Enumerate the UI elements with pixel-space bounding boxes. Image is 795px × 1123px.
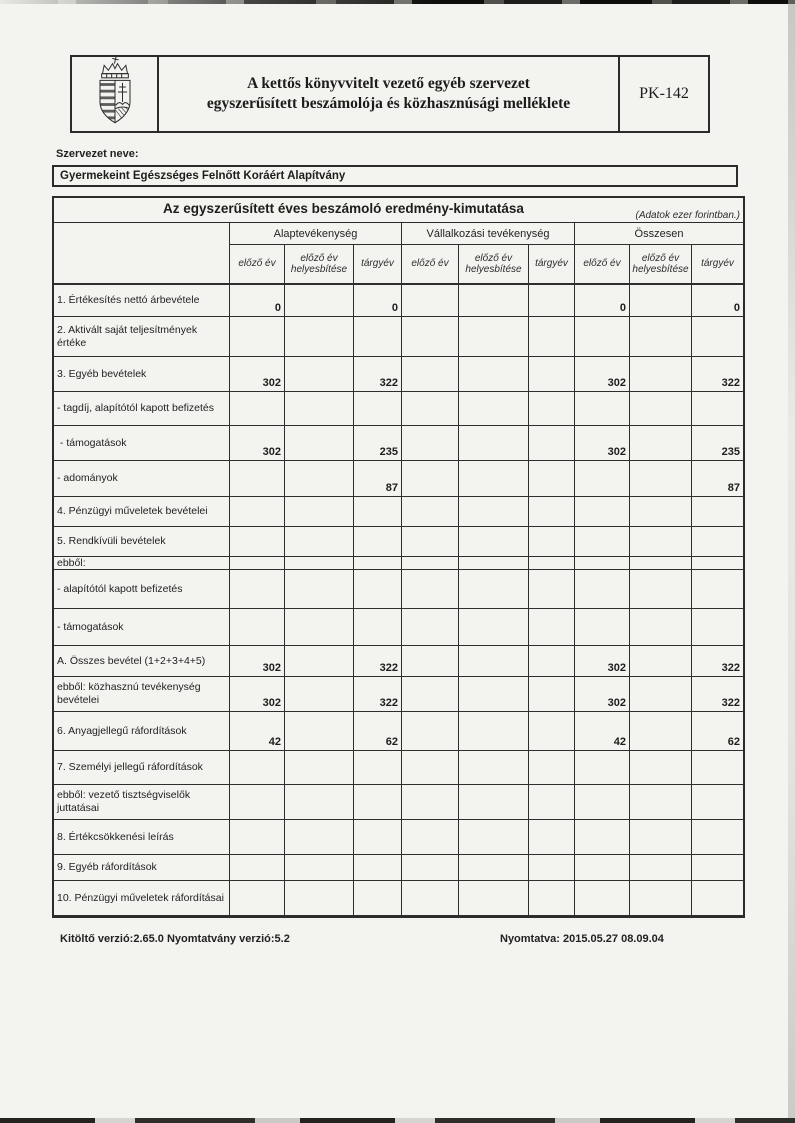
- table-value-cell: [285, 751, 354, 785]
- table-value-cell: [575, 751, 630, 785]
- table-value-cell: 322: [354, 357, 402, 392]
- table-value-cell: [575, 570, 630, 609]
- table-value-cell: [529, 497, 575, 527]
- scan-artifact-right-edge: [788, 0, 795, 1123]
- table-value-cell: [459, 677, 529, 712]
- table-value-cell: [630, 357, 692, 392]
- table-value-cell: [630, 751, 692, 785]
- table-value-cell: [575, 557, 630, 570]
- table-value-cell: [402, 820, 459, 855]
- table-value-cell: [529, 609, 575, 646]
- table-value-cell: [692, 820, 743, 855]
- unit-note: (Adatok ezer forintban.): [635, 210, 740, 221]
- subcol-current-year: tárgyév: [692, 245, 743, 285]
- table-value-cell: [575, 785, 630, 820]
- table-value-cell: [230, 855, 285, 881]
- table-value-cell: [285, 426, 354, 461]
- table-value-cell: 322: [692, 646, 743, 677]
- table-value-cell: [575, 317, 630, 357]
- table-value-cell: [285, 570, 354, 609]
- table-value-cell: [529, 285, 575, 317]
- table-value-cell: [630, 317, 692, 357]
- table-value-cell: [230, 820, 285, 855]
- table-row-label: - támogatások: [54, 426, 230, 461]
- table-value-cell: [285, 557, 354, 570]
- table-value-cell: [285, 677, 354, 712]
- table-value-cell: [630, 497, 692, 527]
- table-value-cell: [402, 712, 459, 751]
- table-value-cell: [575, 497, 630, 527]
- column-group-business-activity: Vállalkozási tevékenység: [402, 223, 575, 245]
- table-value-cell: [459, 712, 529, 751]
- table-value-cell: [459, 785, 529, 820]
- table-value-cell: [692, 881, 743, 916]
- table-value-cell: [692, 527, 743, 557]
- table-value-cell: 302: [575, 357, 630, 392]
- table-value-cell: [692, 785, 743, 820]
- table-value-cell: [285, 609, 354, 646]
- table-value-cell: 42: [575, 712, 630, 751]
- subcol-previous-year: előző év: [230, 245, 285, 285]
- table-value-cell: [459, 285, 529, 317]
- table-value-cell: [402, 392, 459, 426]
- table-value-cell: [285, 785, 354, 820]
- table-title-row: [54, 198, 743, 223]
- table-value-cell: [529, 426, 575, 461]
- table-row-label: - támogatások: [54, 609, 230, 646]
- table-value-cell: [459, 881, 529, 916]
- table-value-cell: [529, 557, 575, 570]
- table-value-cell: [630, 609, 692, 646]
- table-value-cell: [230, 392, 285, 426]
- table-value-cell: [459, 497, 529, 527]
- table-value-cell: [575, 881, 630, 916]
- table-value-cell: [630, 527, 692, 557]
- subcol-previous-year-correction: előző év helyesbítése: [459, 245, 529, 285]
- table-value-cell: [459, 557, 529, 570]
- table-row-label: ebből:: [54, 557, 230, 570]
- result-statement-table: [52, 196, 745, 918]
- table-value-cell: [459, 609, 529, 646]
- table-value-cell: 235: [692, 426, 743, 461]
- table-value-cell: [402, 570, 459, 609]
- table-value-cell: [529, 357, 575, 392]
- table-value-cell: [402, 497, 459, 527]
- table-value-cell: [354, 570, 402, 609]
- table-value-cell: 62: [354, 712, 402, 751]
- table-value-cell: 302: [230, 677, 285, 712]
- table-value-cell: [630, 881, 692, 916]
- footer-version-info: Kitöltő verzió:2.65.0 Nyomtatvány verzió:5.2: [60, 933, 290, 945]
- table-value-cell: [230, 609, 285, 646]
- table-row-label: 2. Aktivált saját teljesítmények értéke: [54, 317, 230, 357]
- table-value-cell: [630, 570, 692, 609]
- subcol-previous-year-correction: előző év helyesbítése: [285, 245, 354, 285]
- table-value-cell: 0: [575, 285, 630, 317]
- table-value-cell: [630, 557, 692, 570]
- table-value-cell: [402, 677, 459, 712]
- table-value-cell: [354, 557, 402, 570]
- table-value-cell: 0: [230, 285, 285, 317]
- table-row-label: 1. Értékesítés nettó árbevétele: [54, 285, 230, 317]
- org-name-label: Szervezet neve:: [56, 148, 139, 160]
- table-value-cell: [230, 557, 285, 570]
- subcol-previous-year: előző év: [402, 245, 459, 285]
- table-value-cell: [692, 855, 743, 881]
- table-value-cell: [529, 527, 575, 557]
- table-row-label: 6. Anyagjellegű ráfordítások: [54, 712, 230, 751]
- table-value-cell: [285, 285, 354, 317]
- table-value-cell: [692, 557, 743, 570]
- table-value-cell: [354, 785, 402, 820]
- table-value-cell: [692, 497, 743, 527]
- table-value-cell: [230, 881, 285, 916]
- coat-of-arms-cell: [72, 57, 159, 131]
- table-value-cell: [402, 881, 459, 916]
- table-row-label: ebből: közhasznú tevékenység bevételei: [54, 677, 230, 712]
- table-value-cell: [285, 392, 354, 426]
- table-value-cell: [285, 820, 354, 855]
- table-value-cell: [402, 751, 459, 785]
- table-title: Az egyszerűsített éves beszámoló eredmény-kimutatása: [163, 201, 524, 216]
- table-value-cell: [630, 712, 692, 751]
- table-row-label: 4. Pénzügyi műveletek bevételei: [54, 497, 230, 527]
- form-header: [70, 55, 710, 133]
- table-value-cell: [285, 712, 354, 751]
- table-value-cell: 235: [354, 426, 402, 461]
- table-value-cell: [630, 426, 692, 461]
- org-name-field: [52, 165, 738, 187]
- table-value-cell: [402, 357, 459, 392]
- table-value-cell: [285, 855, 354, 881]
- table-value-cell: [230, 570, 285, 609]
- table-value-cell: 302: [575, 677, 630, 712]
- table-value-cell: [285, 527, 354, 557]
- table-value-cell: 302: [575, 646, 630, 677]
- table-value-cell: [285, 497, 354, 527]
- table-value-cell: [529, 392, 575, 426]
- table-value-cell: [459, 317, 529, 357]
- subcol-previous-year: előző év: [575, 245, 630, 285]
- table-row-label: 9. Egyéb ráfordítások: [54, 855, 230, 881]
- table-value-cell: 322: [692, 677, 743, 712]
- table-value-cell: 0: [692, 285, 743, 317]
- form-title-line2: egyszerűsített beszámolója és közhasznúsági melléklete: [206, 95, 571, 112]
- table-value-cell: [529, 855, 575, 881]
- table-value-cell: [692, 570, 743, 609]
- table-value-cell: [402, 461, 459, 497]
- table-value-cell: 322: [354, 646, 402, 677]
- table-value-cell: [459, 646, 529, 677]
- table-value-cell: [529, 751, 575, 785]
- table-value-cell: [459, 357, 529, 392]
- table-value-cell: [285, 317, 354, 357]
- table-value-cell: 302: [230, 357, 285, 392]
- table-value-cell: [402, 646, 459, 677]
- table-value-cell: [402, 285, 459, 317]
- table-value-cell: [630, 855, 692, 881]
- table-value-cell: [575, 820, 630, 855]
- column-group-core-activity: Alaptevékenység: [230, 223, 402, 245]
- table-value-cell: [575, 461, 630, 497]
- table-value-cell: 302: [230, 426, 285, 461]
- table-value-cell: [230, 461, 285, 497]
- table-value-cell: [354, 855, 402, 881]
- table-value-cell: [529, 677, 575, 712]
- table-value-cell: [354, 609, 402, 646]
- table-value-cell: [692, 609, 743, 646]
- table-value-cell: [529, 317, 575, 357]
- table-value-cell: [354, 317, 402, 357]
- table-value-cell: [459, 392, 529, 426]
- table-value-cell: [459, 570, 529, 609]
- table-value-cell: 62: [692, 712, 743, 751]
- scan-artifact-top-edge: [0, 0, 795, 4]
- row-label-header-cell: [54, 223, 230, 285]
- table-value-cell: [459, 461, 529, 497]
- table-value-cell: [529, 820, 575, 855]
- table-value-cell: [285, 646, 354, 677]
- subcol-previous-year-correction: előző év helyesbítése: [630, 245, 692, 285]
- table-row-label: - alapítótól kapott befizetés: [54, 570, 230, 609]
- table-value-cell: 42: [230, 712, 285, 751]
- table-value-cell: [230, 497, 285, 527]
- table-value-cell: [459, 527, 529, 557]
- table-row-label: 3. Egyéb bevételek: [54, 357, 230, 392]
- footer-printed-timestamp: Nyomtatva: 2015.05.27 08.09.04: [500, 933, 664, 945]
- subcol-current-year: tárgyév: [529, 245, 575, 285]
- table-value-cell: [575, 527, 630, 557]
- table-value-cell: [285, 461, 354, 497]
- table-row-label: 7. Személyi jellegű ráfordítások: [54, 751, 230, 785]
- table-value-cell: [354, 497, 402, 527]
- table-value-cell: [575, 392, 630, 426]
- hungarian-coat-of-arms-icon: [90, 55, 140, 134]
- table-value-cell: 87: [692, 461, 743, 497]
- table-value-cell: 322: [692, 357, 743, 392]
- table-value-cell: [354, 527, 402, 557]
- table-value-cell: [575, 609, 630, 646]
- table-value-cell: 0: [354, 285, 402, 317]
- table-value-cell: [630, 677, 692, 712]
- table-row-label: 8. Értékcsökkenési leírás: [54, 820, 230, 855]
- table-value-cell: [692, 751, 743, 785]
- form-code: PK-142: [639, 85, 689, 102]
- table-value-cell: [402, 317, 459, 357]
- table-value-cell: [630, 285, 692, 317]
- table-value-cell: [459, 820, 529, 855]
- table-grid: [54, 223, 743, 916]
- table-value-cell: [402, 785, 459, 820]
- table-value-cell: [630, 646, 692, 677]
- table-value-cell: 322: [354, 677, 402, 712]
- table-row-label: A. Összes bevétel (1+2+3+4+5): [54, 646, 230, 677]
- table-value-cell: [354, 751, 402, 785]
- table-value-cell: [230, 527, 285, 557]
- scan-artifact-bottom-edge: [0, 1118, 795, 1123]
- table-row-label: - adományok: [54, 461, 230, 497]
- table-value-cell: [529, 881, 575, 916]
- table-value-cell: 87: [354, 461, 402, 497]
- table-value-cell: [285, 881, 354, 916]
- table-value-cell: [630, 785, 692, 820]
- table-value-cell: [402, 426, 459, 461]
- table-value-cell: [529, 712, 575, 751]
- column-group-total: Összesen: [575, 223, 743, 245]
- table-value-cell: [402, 557, 459, 570]
- table-value-cell: [529, 646, 575, 677]
- subcol-current-year: tárgyév: [354, 245, 402, 285]
- table-value-cell: [459, 426, 529, 461]
- org-name-value: Gyermekeint Egészséges Felnőtt Koráért Alapítvány: [60, 170, 346, 182]
- table-value-cell: [459, 751, 529, 785]
- table-value-cell: [630, 461, 692, 497]
- table-value-cell: 302: [575, 426, 630, 461]
- table-row-label: 5. Rendkívüli bevételek: [54, 527, 230, 557]
- table-value-cell: [402, 527, 459, 557]
- table-value-cell: 302: [230, 646, 285, 677]
- table-value-cell: [354, 881, 402, 916]
- table-value-cell: [402, 609, 459, 646]
- table-value-cell: [575, 855, 630, 881]
- table-row-label: - tagdíj, alapítótól kapott befizetés: [54, 392, 230, 426]
- table-value-cell: [630, 820, 692, 855]
- table-row-label: 10. Pénzügyi műveletek ráfordításai: [54, 881, 230, 916]
- table-value-cell: [354, 820, 402, 855]
- table-value-cell: [230, 785, 285, 820]
- table-value-cell: [459, 855, 529, 881]
- table-value-cell: [529, 461, 575, 497]
- table-value-cell: [630, 392, 692, 426]
- table-value-cell: [285, 357, 354, 392]
- table-row-label: ebből: vezető tisztségviselők juttatásai: [54, 785, 230, 820]
- table-value-cell: [529, 785, 575, 820]
- table-value-cell: [692, 317, 743, 357]
- form-title: [159, 57, 620, 131]
- table-value-cell: [692, 392, 743, 426]
- table-value-cell: [230, 317, 285, 357]
- table-value-cell: [529, 570, 575, 609]
- form-title-line1: A kettős könyvvitelt vezető egyéb szervezet: [247, 74, 530, 92]
- table-value-cell: [402, 855, 459, 881]
- table-value-cell: [354, 392, 402, 426]
- table-value-cell: [230, 751, 285, 785]
